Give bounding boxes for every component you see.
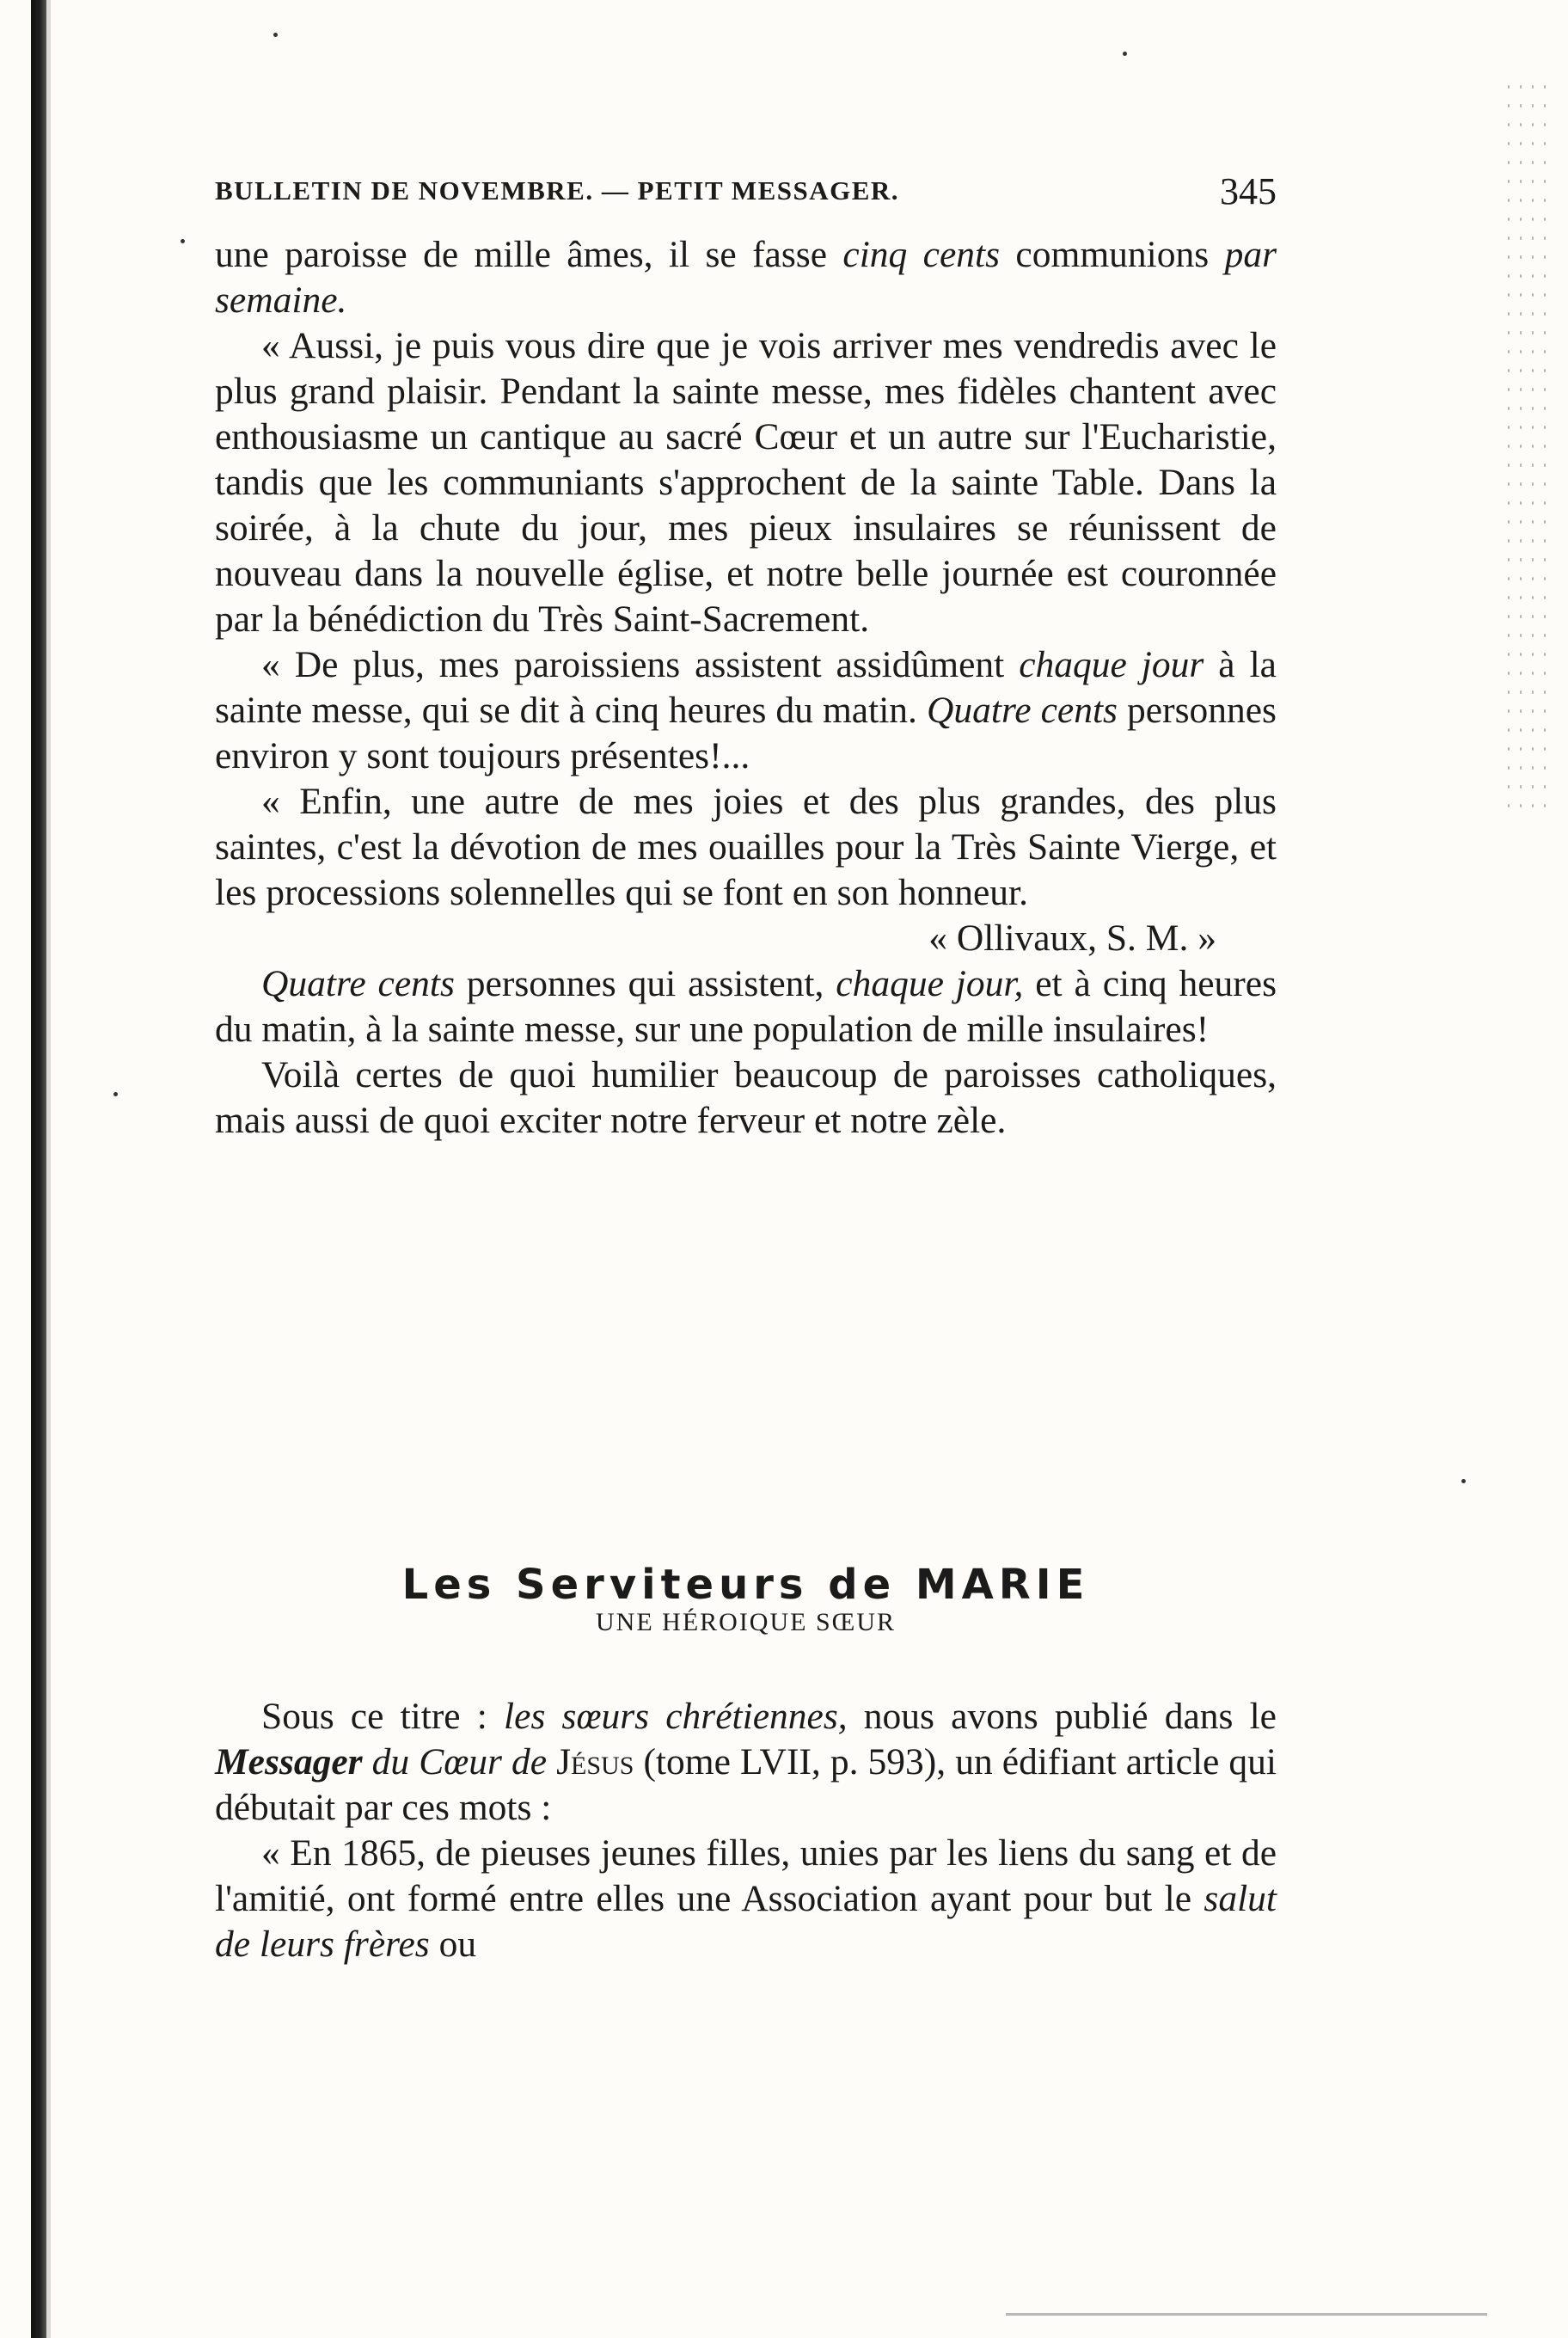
scan-speck <box>273 33 278 37</box>
text-run: et à cinq heures du matin, à la sainte messe, sur une population de mille insulaires! <box>215 963 1277 1050</box>
scan-speck <box>181 239 185 243</box>
paragraph <box>215 961 1277 1052</box>
paragraph: « Aussi, je puis vous dire que je vois arriver mes vendredis avec le plus grand plaisir. Pendant la sainte messe, mes fidèles chantent avec enthousiasme un cantique au sacré Cœur et un autre sur l'Eucharistie, tandis que les communiants s'approchent de la sainte Table. Dans la soirée, à la chute du jour, mes pieux insulaires se réunissent de nouveau dans la nouvelle église, et notre belle journée est couronnée par la bénédiction du Très Saint-Sacrement. <box>215 325 1277 640</box>
text-run: Jésus <box>547 1741 634 1783</box>
text-run: nous avons publié dans le <box>847 1696 1277 1737</box>
section-title: Les Serviteurs de MARIE <box>401 1560 1090 1609</box>
text-run: personnes qui assistent, <box>454 963 836 1004</box>
italic-run: par semaine. <box>215 234 1277 321</box>
text-run: « En 1865, de pieuses jeunes filles, unies par les liens du sang et de l'amitié, ont formé entre elles une Association ayant pour but le <box>215 1832 1277 1919</box>
paragraph <box>215 232 1277 323</box>
italic-run: salut de leurs frères <box>215 1878 1277 1965</box>
spine-edge <box>46 0 51 2338</box>
text-run: ou <box>429 1924 477 1965</box>
italic-run: chaque jour <box>1019 644 1204 685</box>
body-text-top <box>215 232 1277 1144</box>
body-text-bottom <box>215 1694 1277 1967</box>
text-run: une paroisse de mille âmes, il se fasse <box>215 234 843 275</box>
page-number: 345 <box>1220 169 1277 212</box>
text-run: communions <box>1000 234 1225 275</box>
running-header <box>215 170 1277 212</box>
italic-run: cinq cents <box>842 234 1001 275</box>
running-title: BULLETIN DE NOVEMBRE. — PETIT MESSAGER. <box>215 175 900 206</box>
scan-speck <box>1123 52 1127 56</box>
paragraph <box>215 1831 1277 1967</box>
text-run: (tome LVII, p. 593), un édifiant article qui débutait par ces mots : <box>215 1741 1277 1828</box>
text-run: Sous ce titre : <box>261 1696 505 1737</box>
paragraph: Voilà certes de quoi humilier beaucoup de paroisses catholiques, mais aussi de quoi exciter notre ferveur et notre zèle. <box>215 1054 1277 1141</box>
scan-speck <box>1461 1479 1466 1483</box>
scan-noise <box>1503 77 1554 817</box>
text-run: personnes environ y sont toujours présentes!... <box>215 690 1277 776</box>
section-subtitle: UNE HÉROIQUE SŒUR <box>596 1608 896 1636</box>
italic-run: Quatre cents <box>261 963 455 1004</box>
text-run: « De plus, mes paroissiens assistent assidûment <box>261 644 1020 685</box>
scan-speck <box>113 1092 118 1096</box>
italic-run: Messager <box>215 1741 363 1783</box>
italic-run: chaque jour, <box>836 963 1024 1004</box>
scan-artifact-rule <box>1006 2313 1487 2316</box>
italic-run: Quatre cents <box>926 690 1118 731</box>
paragraph <box>215 1694 1277 1831</box>
text-run: à la sainte messe, qui se dit à cinq heures du matin. <box>215 644 1277 731</box>
paragraph: « Enfin, une autre de mes joies et des plus grandes, des plus saintes, c'est la dévotion de mes ouailles pour la Très Sainte Vierge, et les processions solennelles qui se font en son honneur. <box>215 781 1277 913</box>
italic-run: du Cœur de <box>362 1741 548 1783</box>
paragraph <box>215 642 1277 779</box>
italic-run: les sœurs chrétiennes, <box>504 1696 848 1737</box>
signature: « Ollivaux, S. M. » <box>928 917 1216 959</box>
book-spine-shadow <box>31 0 46 2338</box>
